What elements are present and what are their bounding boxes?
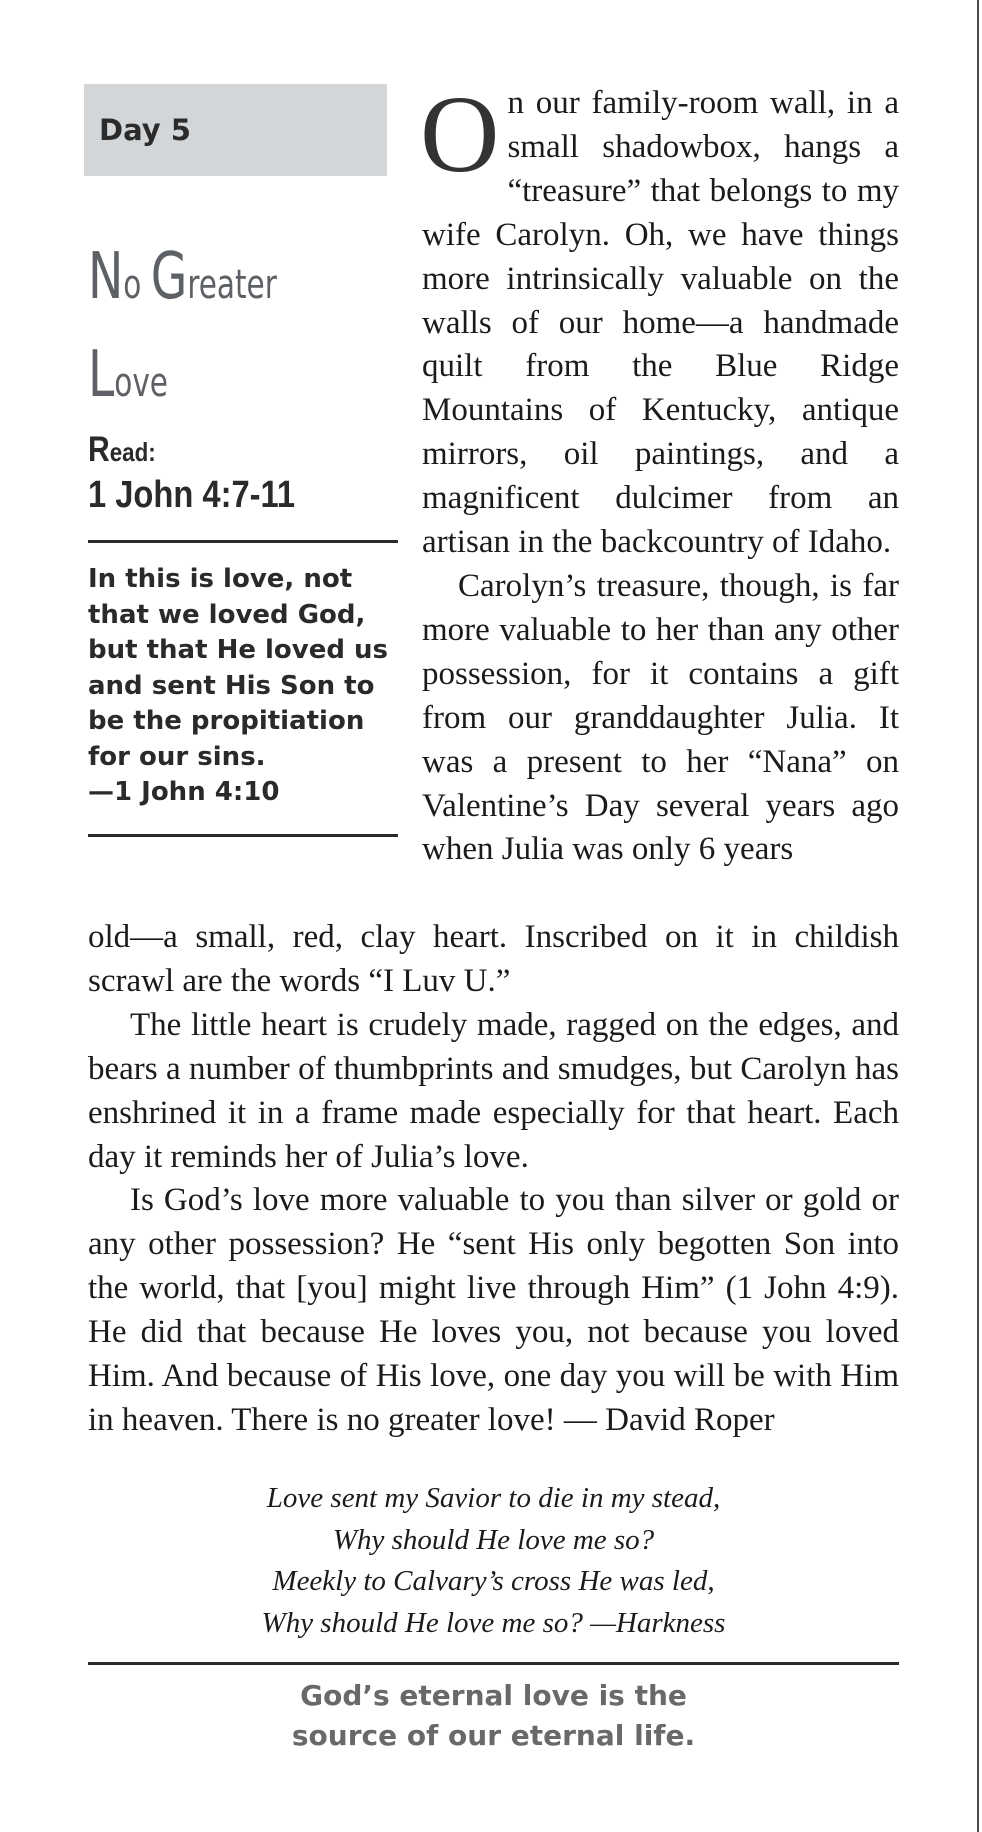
- day-label: Day 5: [99, 113, 191, 147]
- body-paragraph-2-continued: old—a small, red, clay heart. Inscribed on it in childish scrawl are the words “I Luv U.”: [88, 919, 899, 999]
- body-paragraph-4: Is God’s love more valuable to you than silver or gold or any other possession? He “sent His only begotten Son into the world, that [you] might live through Him” (1 John 4:9). He did that because He loves you, not because you loved Him. And because of His love, one day you will be with Him in heaven. There is no greater love! — David Roper: [88, 1182, 899, 1438]
- poem-line: Meekly to Calvary’s cross He was led,: [272, 1565, 715, 1597]
- body-paragraph-1: [420, 73, 899, 565]
- poem: [88, 1478, 899, 1644]
- read-label: [88, 430, 156, 470]
- thought-line-2: source of our eternal life.: [291, 1719, 696, 1752]
- title-rest-reater: reater: [187, 262, 277, 308]
- poem-line: Love sent my Savior to die in my stead,: [266, 1482, 721, 1514]
- page-edge-line: [977, 0, 979, 1832]
- devotional-title: [88, 232, 334, 428]
- poem-line: Why should He love me so?: [332, 1523, 655, 1556]
- key-verse-top-rule: [88, 540, 398, 543]
- read-label-cap: R: [88, 430, 110, 469]
- key-verse-bottom-rule: [88, 834, 398, 837]
- body-paragraph-1-text: n our family-room wall, in a small shadowbox, hangs a “treasure” that belongs to my wife Carolyn. Oh, we have things more intrinsically valuable on the walls of our home—a handmade quilt from the Blue Ridge Mountains of Kentucky, antique mirrors, oil paintings, and a magnificent dulcimer from an artisan in the backcountry of Idaho.: [422, 85, 899, 561]
- title-cap-n: N: [88, 240, 124, 314]
- scripture-reference: 1 John 4:7-11: [88, 474, 296, 516]
- title-rest-ove: ove: [114, 360, 168, 406]
- key-verse: In this is love, not that we loved God, but that He loved us and sent His Son to be the propitiation for our sins. —1 John 4:10: [88, 564, 389, 807]
- day-label-box: [84, 84, 387, 176]
- footer-rule: [88, 1662, 899, 1665]
- drop-cap: O: [420, 73, 500, 195]
- thought-for-the-day: [88, 1676, 899, 1756]
- body-column-lower: [88, 916, 899, 1443]
- title-cap-g: G: [150, 240, 188, 314]
- read-label-rest: ead:: [109, 437, 156, 467]
- title-rest-o: o: [123, 262, 151, 308]
- body-column-upper: [420, 73, 899, 872]
- title-cap-l: L: [88, 338, 115, 412]
- thought-line-1: God’s eternal love is the: [300, 1679, 687, 1712]
- poem-line: Why should He love me so? —Harkness: [261, 1606, 726, 1639]
- body-paragraph-2: Carolyn’s treasure, though, is far more valuable to her than any other possession, for it contains a gift from our granddaughter Julia. It was a present to her “Nana” on Valentine’s Day several years ago when Julia was only 6 years: [422, 567, 899, 868]
- body-paragraph-3: The little heart is crudely made, ragged on the edges, and bears a number of thumbprints and smudges, but Carolyn has enshrined it in a frame made especially for that heart. Each day it reminds her of Julia’s love.: [88, 1006, 899, 1175]
